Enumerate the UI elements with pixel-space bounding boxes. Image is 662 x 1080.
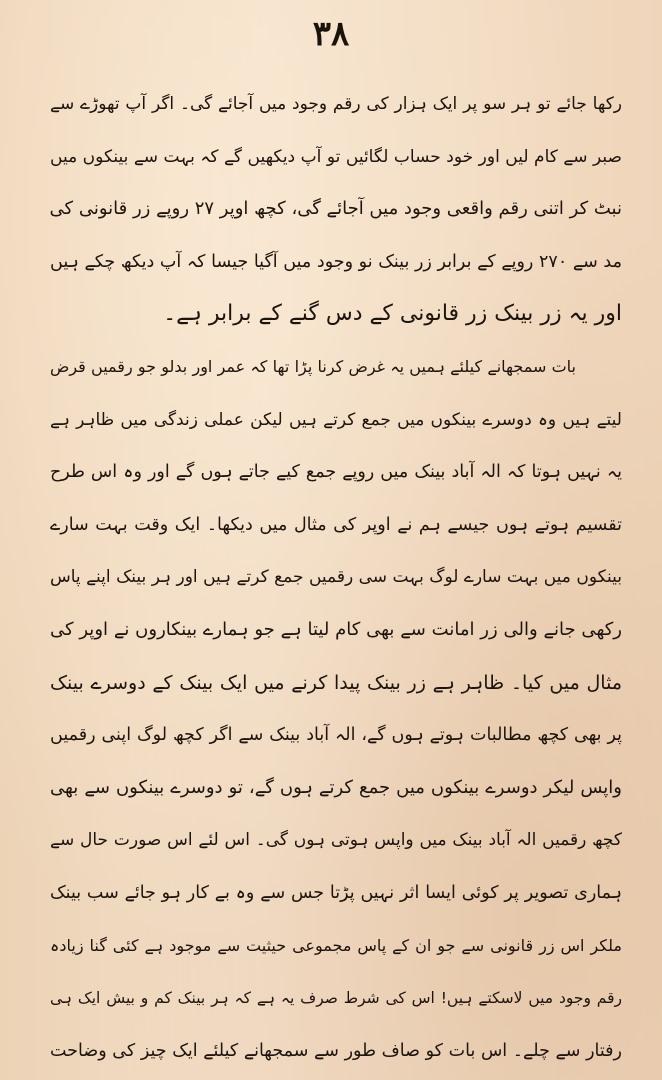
text-line: لیتے ہیں وہ دوسرے بینکوں میں جمع کرتے ہیں لیکن عملی زندگی میں ظاہر ہے bbox=[50, 409, 622, 430]
text-line: ملکر اس زر قانونی سے جو ان کے پاس مجموعی حیثیت سے موجود ہے کئی گنا زیادہ bbox=[50, 935, 622, 955]
text-line: واپس لیکر دوسرے بینکوں میں جمع کرتے ہوں گے، تو دوسرے بینکوں سے بھی bbox=[50, 776, 622, 798]
text-line: رکھی جانے والی زر امانت سے بھی کام لیتا ہے جو ہمارے بینکاروں نے اوپر کی bbox=[50, 618, 622, 640]
text-line: تقسیم ہوتے ہوں جیسے ہم نے اوپر کی مثال میں دیکھا۔ ایک وقت بہت سارے bbox=[50, 514, 622, 535]
text-line: بینکوں میں بہت سارے لوگ بہت سی رقمیں جمع کرتے ہیں اور ہر بینک اپنے پاس bbox=[50, 567, 622, 588]
text-line: پر بھی کچھ مطالبات ہوتے ہوں گے، الہ آباد بینک سے اگر کچھ لوگ اپنی رقمیں bbox=[50, 725, 622, 746]
text-line: ہماری تصویر پر کوئی ایسا اثر نہیں پڑتا جس سے وہ بے کار ہو جائے سب بینک bbox=[50, 882, 622, 903]
text-line: نبٹ کر اتنی رقم واقعی وجود میں آجائے گی، کچھ اوپر ۲۷ روپے زر قانونی کی bbox=[50, 198, 622, 220]
text-line: بات سمجھانے کیلئے ہمیں یہ غرض کرنا پڑا تھا کہ عمر اور بدلو جو رقمیں قرض bbox=[50, 356, 576, 376]
text-line: کچھ رقمیں الہ آباد بینک میں واپس ہوتی ہوں گی۔ اس لئے اس صورت حال سے bbox=[50, 830, 622, 851]
text-line: رفتار سے چلے۔ اس بات کو صاف طور سے سمجھانے کیلئے ایک چیز کی وضاحت bbox=[50, 1040, 622, 1061]
text-line: رکھا جائے تو ہر سو پر ایک ہزار کی رقم وجود میں آجائے گی۔ اگر آپ تھوڑے سے bbox=[50, 94, 622, 114]
text-line: صبر سے کام لیں اور خود حساب لگائیں تو آپ دیکھیں گے کہ بہت سے بینکوں میں bbox=[50, 146, 622, 167]
text-line: اور یہ زر بینک زر قانونی کے دس گنے کے برابر ہے۔ bbox=[163, 301, 622, 327]
body-text bbox=[50, 78, 622, 1077]
text-line: مد سے ۲۷۰ روپے کے برابر زر بینک نو وجود میں آگیا جیسا کہ آپ دیکھ چکے ہیں bbox=[50, 251, 622, 272]
text-line: مثال میں کیا۔ ظاہر ہے زر بینک پیدا کرنے میں ایک بینک کے دوسرے بینک bbox=[50, 671, 622, 694]
page-number: ۳۸ bbox=[312, 14, 350, 54]
text-line: رقم وجود میں لاسکتے ہیں! اس کی شرط صرف یہ ہے کہ ہر بینک کم و بیش ایک ہی bbox=[50, 989, 622, 1008]
text-line: یہ نہیں ہوتا کہ الہ آباد بینک میں روپے جمع کیے جاتے ہوں گے اور وہ اس طرح bbox=[50, 462, 622, 483]
